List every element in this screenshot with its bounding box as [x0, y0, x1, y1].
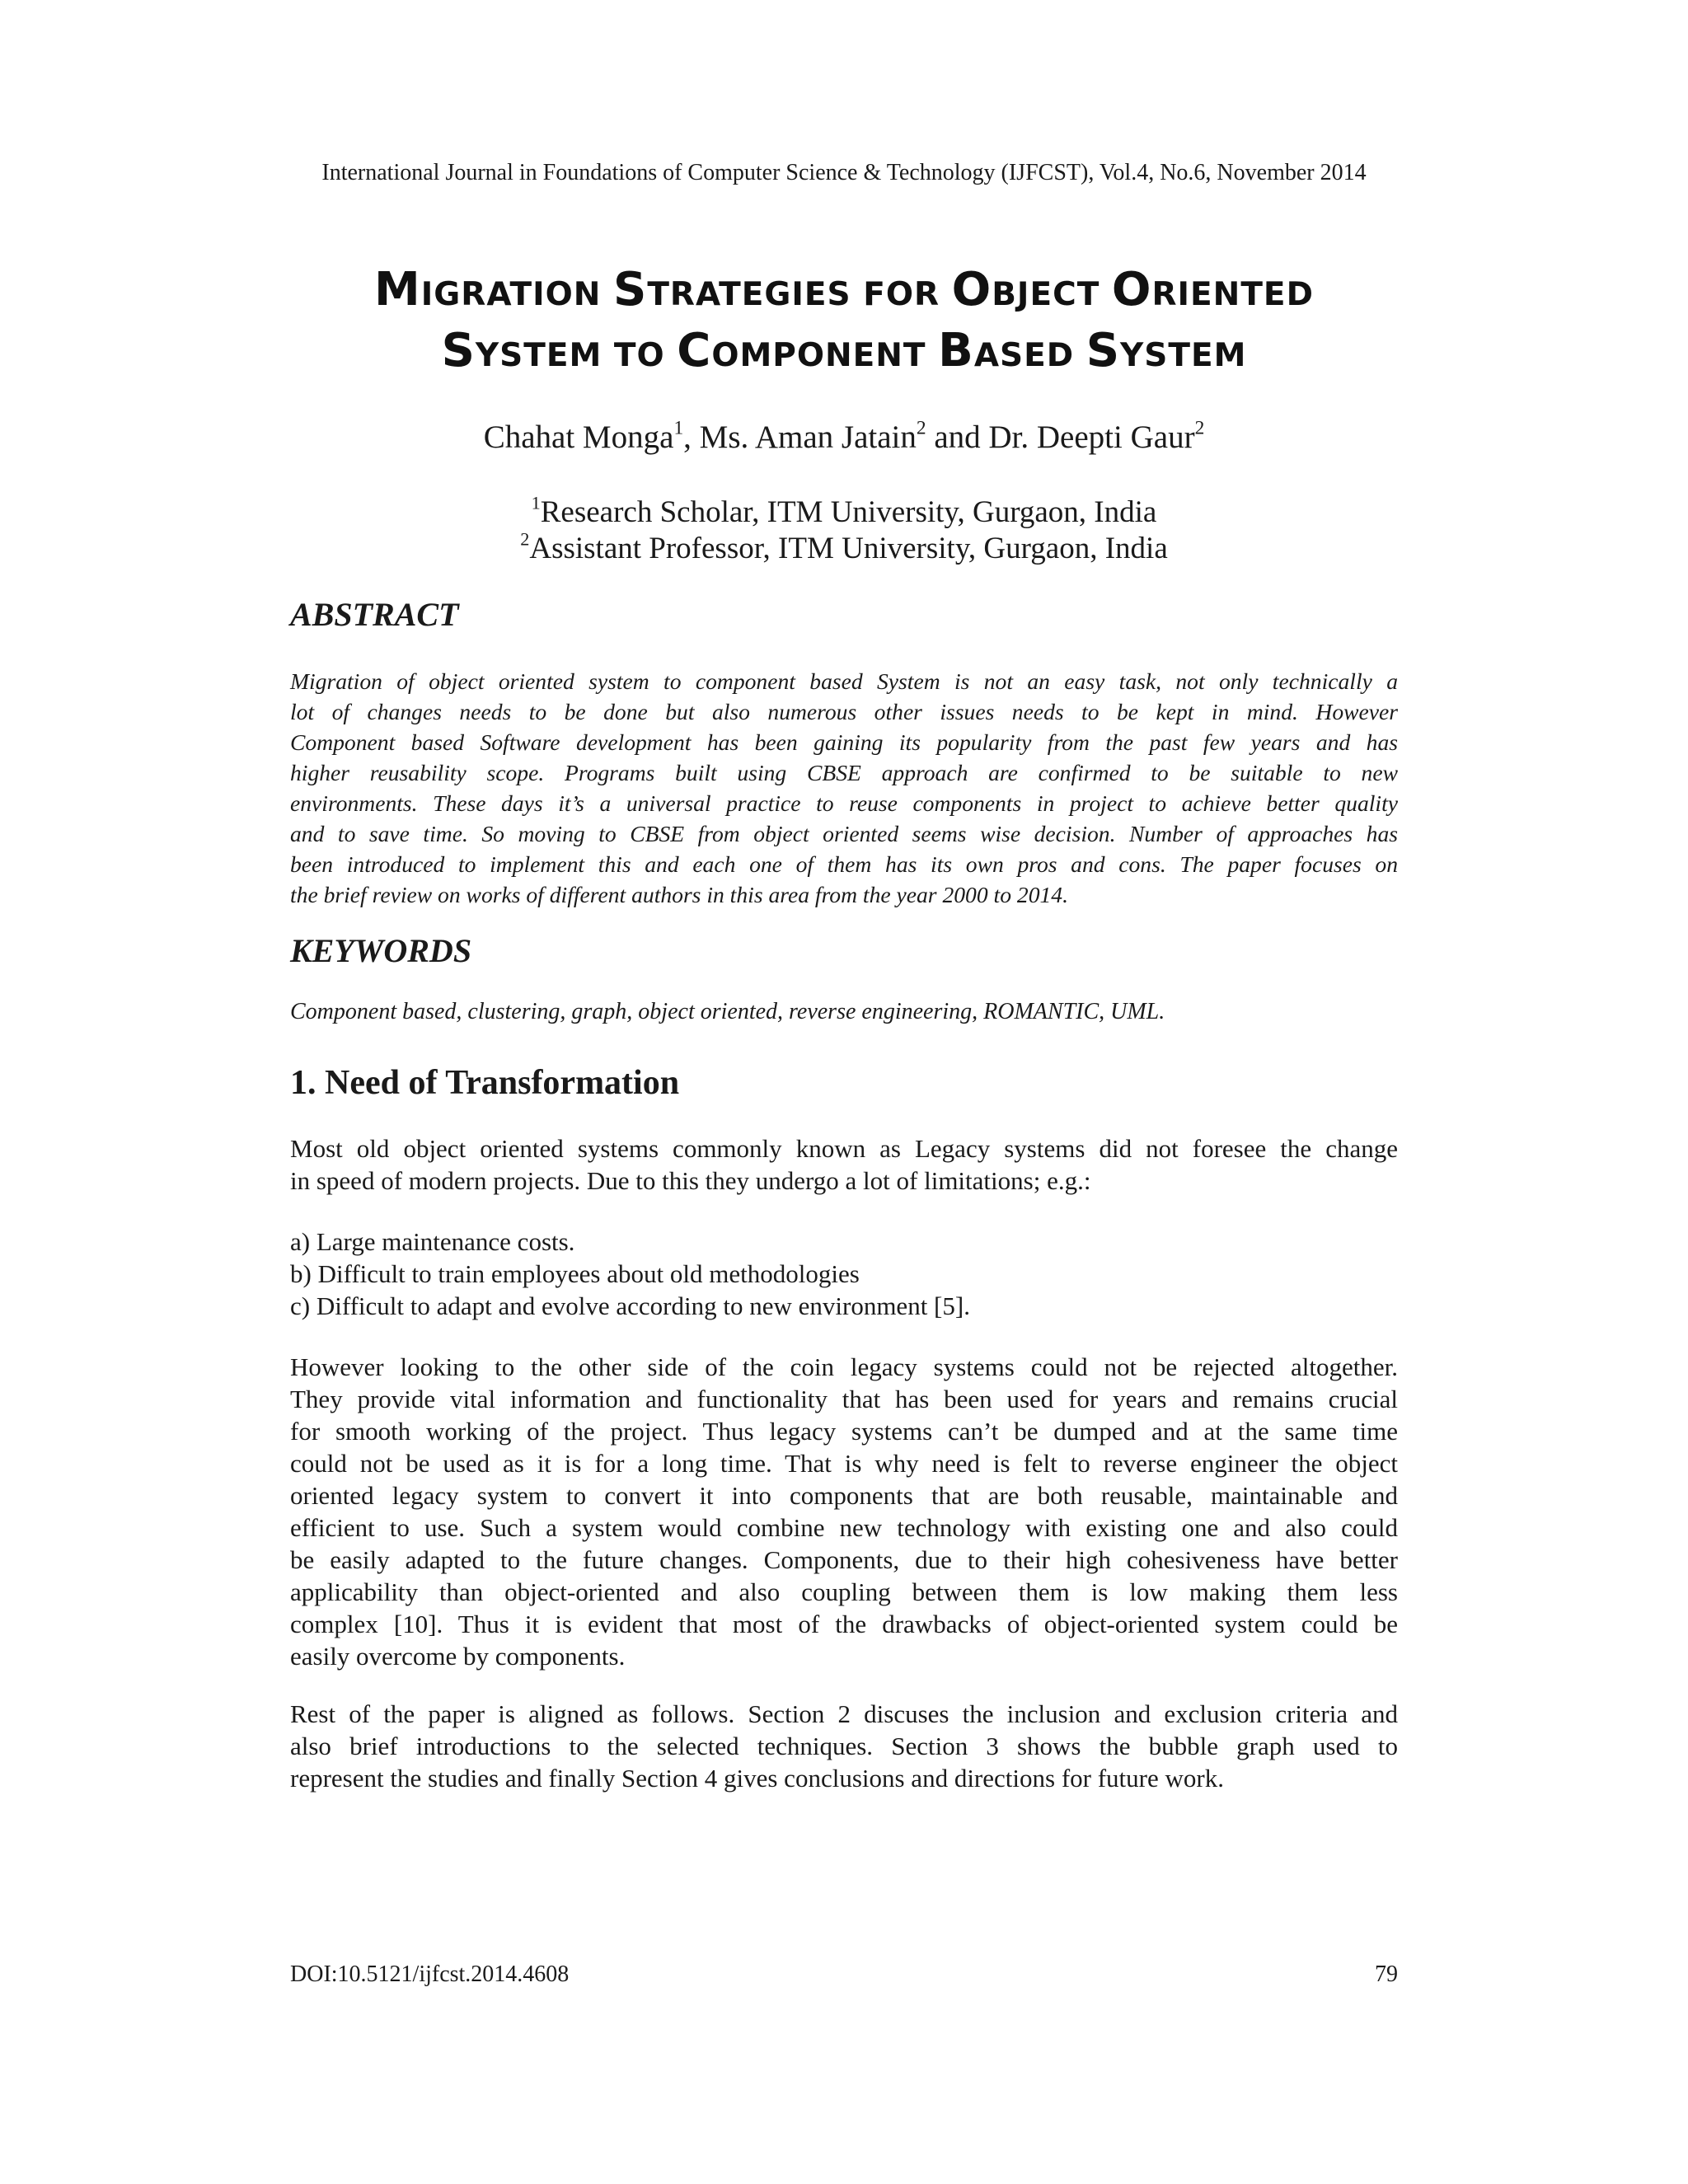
keywords-heading: KEYWORDS: [290, 932, 472, 969]
abstract-line: Migration of object oriented system to component based System is not an easy task, not only technically a: [290, 668, 1398, 694]
paragraph-line: efficient to use. Such a system would combine new technology with existing one and also could: [290, 1513, 1398, 1542]
paper-title: [211, 262, 1477, 384]
journal-header: International Journal in Foundations of Computer Science & Technology (IJFCST), Vol.4, No.6, November 2014: [321, 160, 1367, 185]
abstract-line: higher reusability scope. Programs built using CBSE approach are confirmed to be suitable to new: [290, 760, 1398, 785]
author-list: Chahat Monga$^1$, Ms. Aman Jatain$^2$ and Dr. Deepti Gaur$^2$: [483, 417, 1205, 455]
author-affiliation-mark: 1: [673, 417, 684, 439]
paragraph-line: oriented legacy system to convert it into components that are both reusable, maintainable and: [290, 1481, 1398, 1510]
abstract-line: the brief review on works of different authors in this area from the year 2000 to 2014.: [290, 882, 1068, 907]
paragraph-line: be easily adapted to the future changes. Components, due to their high cohesiveness have better: [290, 1545, 1398, 1574]
author-name: Dr. Deepti Gaur: [988, 419, 1195, 455]
abstract-line: been introduced to implement this and each one of them has its own pros and cons. The paper focuses on: [290, 851, 1398, 877]
abstract-line: Component based Software development has been gaining its popularity from the past few years and has: [290, 729, 1398, 755]
paragraph-line: for smooth working of the project. Thus legacy systems can’t be dumped and at the same time: [290, 1417, 1398, 1446]
paragraph-line: could not be used as it is for a long time. That is why need is felt to reverse engineer the object: [290, 1449, 1398, 1478]
author-affiliation-mark: 2: [1194, 417, 1205, 439]
paragraph-outline: [290, 1698, 1398, 1794]
list-item: a) Large maintenance costs.: [290, 1227, 575, 1256]
author-affiliation-mark: 2: [916, 417, 926, 439]
paragraph-line: Most old object oriented systems commonly known as Legacy systems did not foresee the change: [290, 1134, 1398, 1163]
title-word: SYSTEM TO: [441, 324, 678, 377]
abstract-text: [290, 666, 1398, 910]
paragraph-line: applicability than object-oriented and also coupling between them is low making them less: [290, 1577, 1398, 1606]
title-word: OBJECT: [951, 263, 1112, 316]
abstract-line: and to save time. So moving to CBSE from object oriented seems wise decision. Number of approaches has: [290, 821, 1398, 846]
paragraph-however: [290, 1351, 1398, 1672]
paragraph-line: also brief introductions to the selected techniques. Section 3 shows the bubble graph used to: [290, 1732, 1398, 1760]
title-line-2: [211, 323, 1477, 384]
affiliation-list: [290, 494, 1398, 567]
page-number: 79: [1375, 1961, 1398, 1987]
title-line-1: [211, 262, 1477, 323]
abstract-line: lot of changes needs to be done but also numerous other issues needs to be kept in mind. However: [290, 699, 1398, 724]
paragraph-line: complex [10]. Thus it is evident that most of the drawbacks of object-oriented system could be: [290, 1610, 1398, 1638]
affiliation: $^2$Assistant Professor, ITM University, Gurgaon, India: [520, 528, 1168, 565]
paragraph-line: However looking to the other side of the coin legacy systems could not be rejected altogether.: [290, 1352, 1398, 1381]
paragraph-intro: [290, 1132, 1398, 1197]
title-word: MIGRATION: [374, 263, 613, 316]
author-name: Chahat Monga: [483, 419, 674, 455]
keywords-text: Component based, clustering, graph, object oriented, reverse engineering, ROMANTIC, UML.: [290, 999, 1165, 1024]
affiliation: $^1$Research Scholar, ITM University, Gurgaon, India: [531, 492, 1157, 529]
paragraph-line: in speed of modern projects. Due to this they undergo a lot of limitations; e.g.:: [290, 1166, 1091, 1195]
abstract-line: environments. These days it’s a universal practice to reuse components in project to achieve better quality: [290, 790, 1398, 816]
abstract-heading: ABSTRACT: [290, 596, 459, 633]
doi-link[interactable]: DOI:10.5121/ijfcst.2014.4608: [290, 1961, 570, 1987]
title-word: COMPONENT: [677, 324, 939, 377]
author-name: Ms. Aman Jatain: [699, 419, 917, 455]
title-word: BASED: [938, 324, 1086, 377]
title-word: ORIENTED: [1111, 263, 1314, 316]
paragraph-line: easily overcome by components.: [290, 1642, 626, 1671]
list-item: b) Difficult to train employees about old methodologies: [290, 1259, 860, 1288]
section-heading: 1. Need of Transformation: [290, 1064, 680, 1102]
paragraph-line: They provide vital information and functionality that has been used for years and remains crucial: [290, 1385, 1398, 1413]
paragraph-line: represent the studies and finally Section 4 gives conclusions and directions for future work.: [290, 1764, 1224, 1793]
paragraph-line: Rest of the paper is aligned as follows. Section 2 discuses the inclusion and exclusion criteria and: [290, 1699, 1398, 1728]
limitations-list: [290, 1226, 1398, 1322]
title-word: SYSTEM: [1085, 324, 1247, 377]
title-word: STRATEGIES FOR: [612, 263, 952, 316]
list-item: c) Difficult to adapt and evolve according to new environment [5].: [290, 1291, 970, 1320]
